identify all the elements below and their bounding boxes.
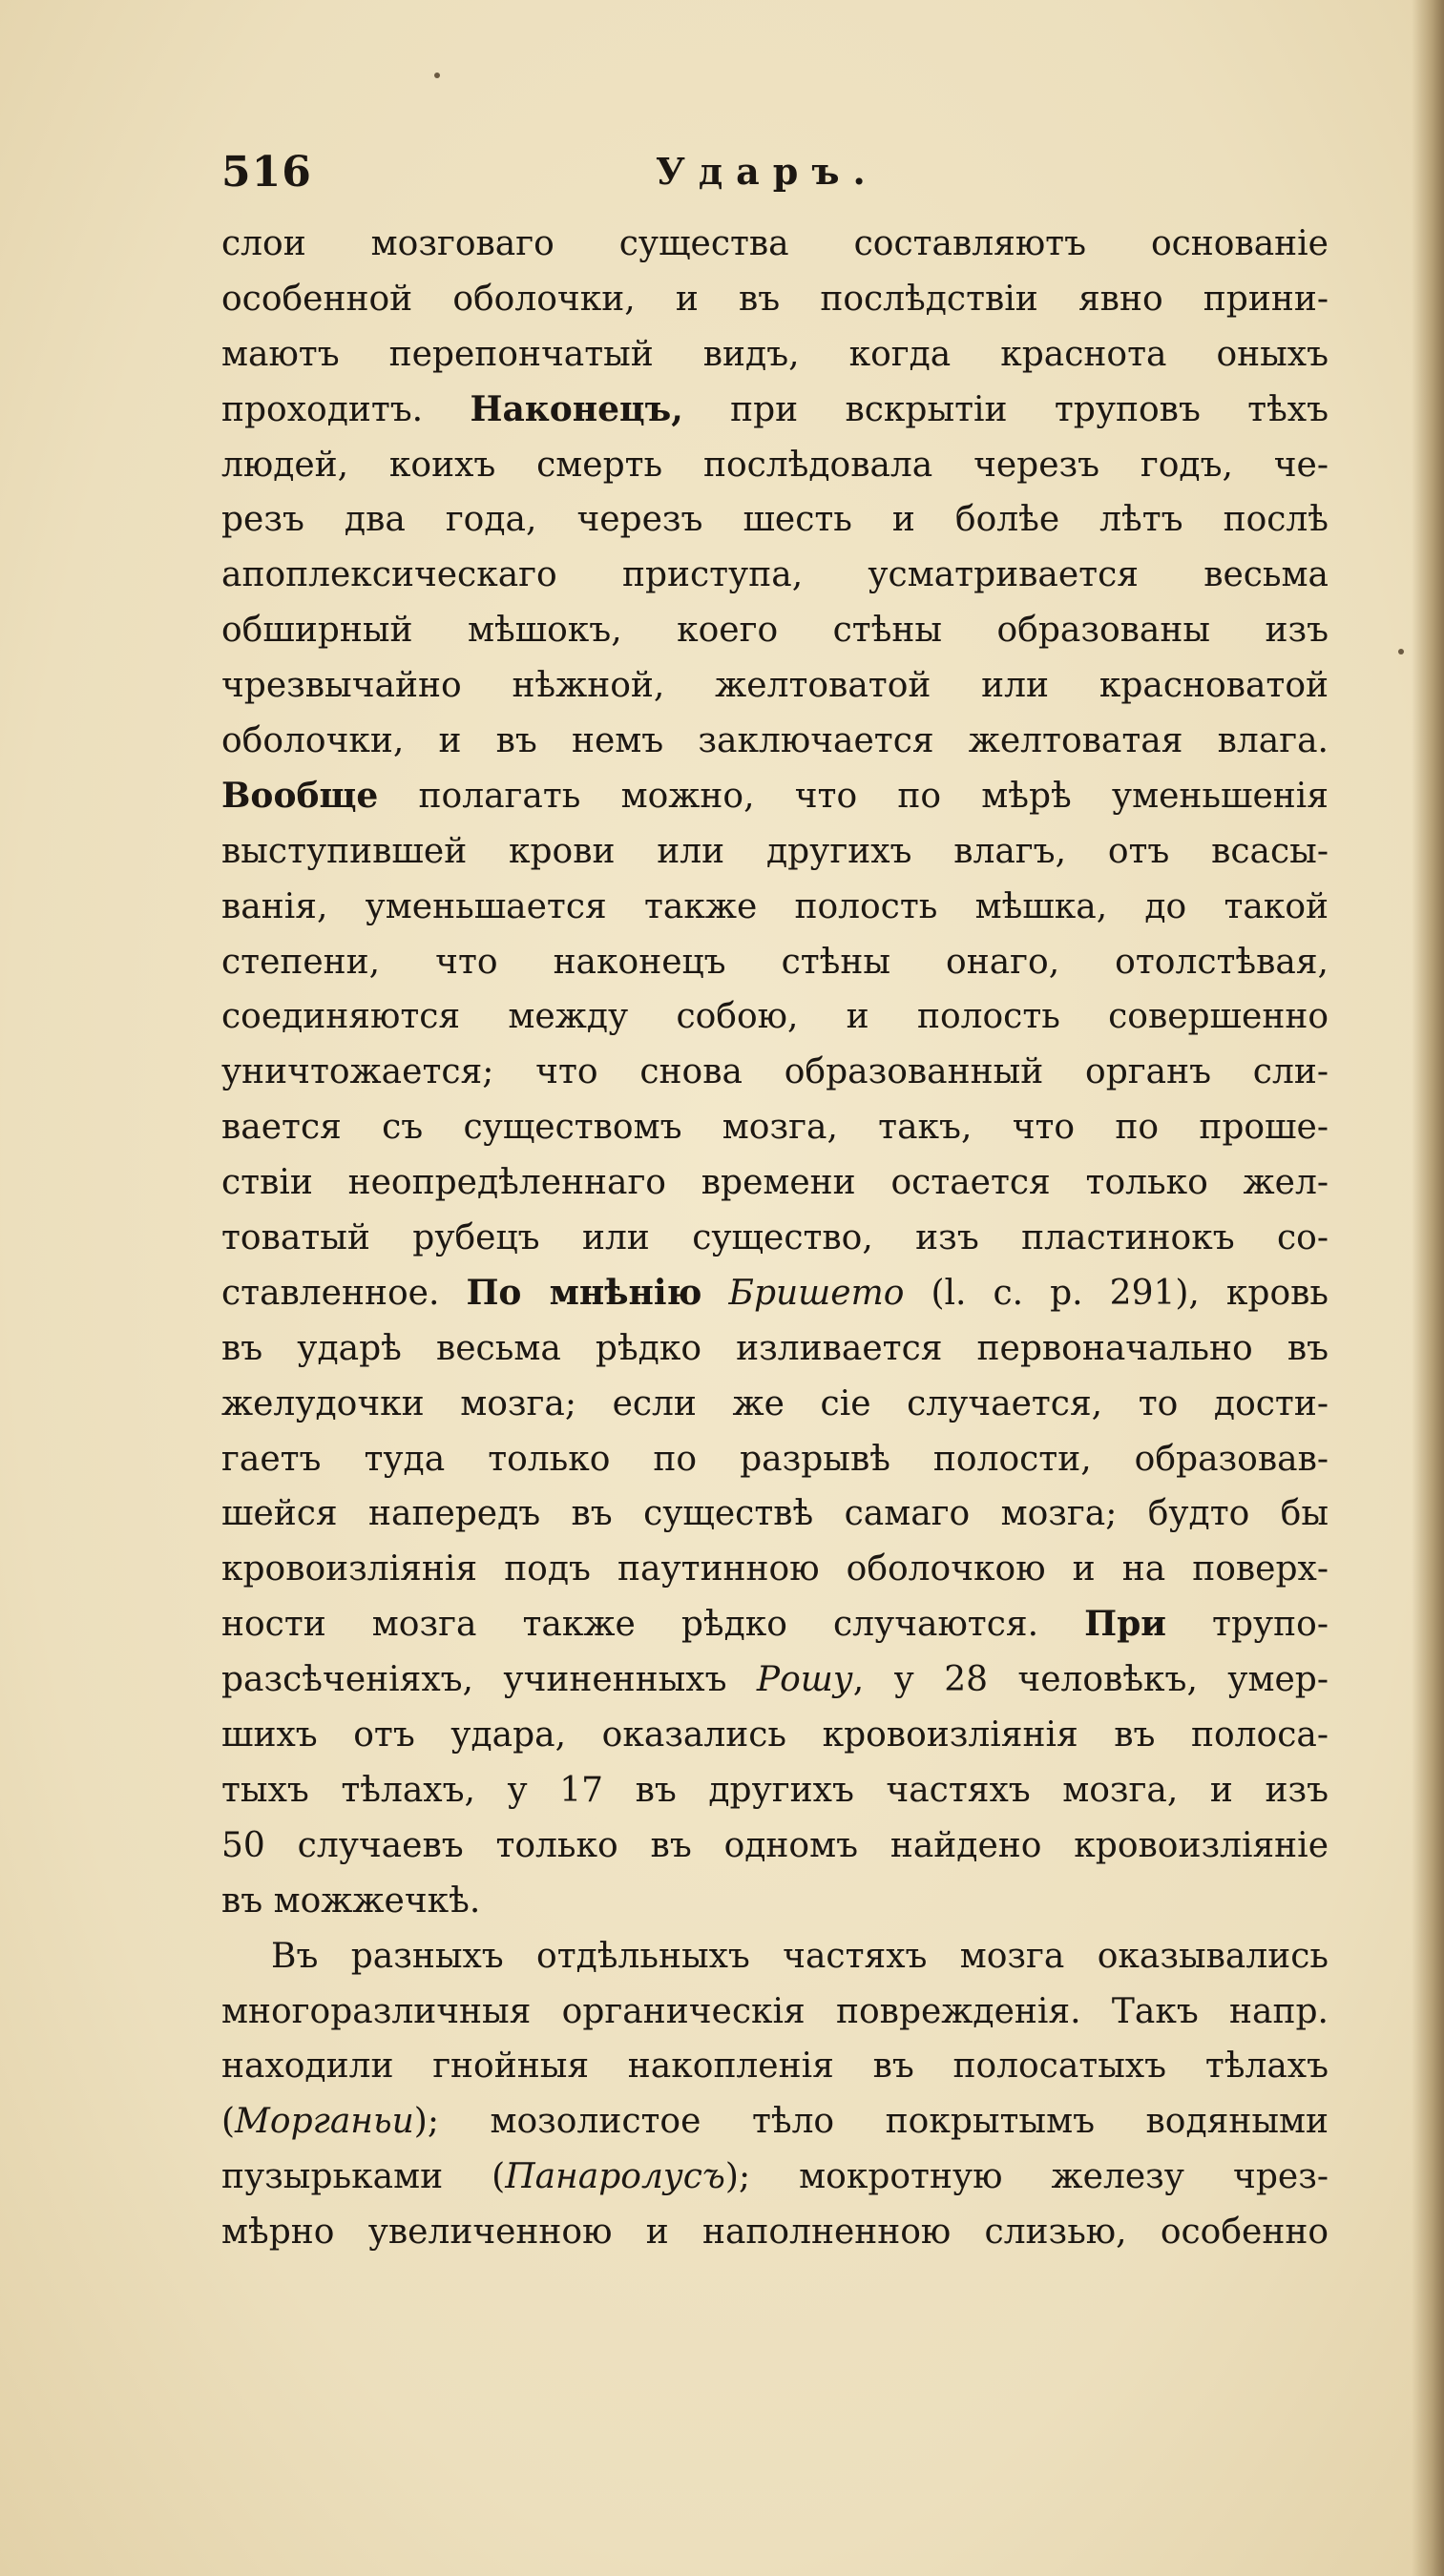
paragraph-start-line: Въ разныхъ отдѣльныхъ частяхъ мозга оказывались [271, 1936, 1329, 1976]
author-name: Панаролусъ [505, 2157, 725, 2197]
text-line: слои мозговаго существа составляютъ основаніе [221, 224, 1329, 263]
paragraph-end-line: въ можжечкѣ. [221, 1880, 481, 1921]
author-name: Рошу [756, 1660, 853, 1700]
text-line: оболочки, и въ немъ заключается желтоватая влага. [221, 721, 1329, 761]
text-line: ставленное. По мнѣнію Бришето (l. c. p. 291), кровь [221, 1272, 1329, 1313]
text-line: гаетъ туда только по разрывѣ полости, образовав- [221, 1439, 1329, 1479]
page-edge-shadow [1412, 0, 1444, 2576]
text-line: вается съ существомъ мозга, такъ, что по проше- [221, 1108, 1329, 1148]
text-line: выступившей крови или другихъ влагъ, отъ всасы- [221, 831, 1329, 871]
text-line: тыхъ тѣлахъ, у 17 въ другихъ частяхъ мозга, и изъ [221, 1770, 1329, 1810]
text-line: чрезвычайно нѣжной, желтоватой или красноватой [221, 666, 1329, 706]
text-line: находили гнойныя накопленія въ полосатыхъ тѣлахъ [221, 2046, 1329, 2087]
text-line: ствіи неопредѣленнаго времени остается только жел- [221, 1163, 1329, 1203]
ink-speck [1398, 649, 1404, 654]
text-line: желудочки мозга; если же сіе случается, то дости- [221, 1383, 1329, 1423]
text-line: разсѣченіяхъ, учиненныхъ Рошу, у 28 человѣкъ, умер- [221, 1660, 1329, 1700]
text-line: товатый рубецъ или существо, изъ пластинокъ со- [221, 1218, 1329, 1258]
text-line: людей, коихъ смерть послѣдовала черезъ годъ, че- [221, 445, 1329, 485]
text-line: особенной оболочки, и въ послѣдствіи явно прини- [221, 279, 1329, 319]
text-line: резъ два года, черезъ шесть и болѣе лѣтъ послѣ [221, 500, 1329, 540]
text-line: въ ударѣ весьма рѣдко изливается первоначально въ [221, 1328, 1329, 1368]
text-line: Вообще полагать можно, что по мѣрѣ уменьшенія [221, 775, 1329, 816]
text-line: проходитъ. Наконецъ, при вскрытіи труповъ тѣхъ [221, 388, 1329, 429]
running-title: Ударъ. [656, 150, 879, 193]
page-number: 516 [221, 148, 312, 197]
text-line: ности мозга также рѣдко случаются. При трупо- [221, 1604, 1329, 1645]
text-line: многоразличныя органическія поврежденія. Такъ напр. [221, 1991, 1329, 2031]
ink-speck [434, 73, 440, 78]
text-line: кровоизліянія подъ паутинною оболочкою и на поверх- [221, 1549, 1329, 1589]
text-line: шейся напередъ въ существѣ самаго мозга; будто бы [221, 1494, 1329, 1534]
text-line: мѣрно увеличенною и наполненною слизью, особенно [221, 2212, 1329, 2253]
author-name: Морганьи [235, 2102, 414, 2142]
text-line: ванія, уменьшается также полость мѣшка, до такой [221, 886, 1329, 926]
body-text [221, 217, 1329, 2260]
page-header [221, 148, 1329, 205]
text-line: степени, что наконецъ стѣны онаго, отолстѣвая, [221, 942, 1329, 982]
text-line: 50 случаевъ только въ одномъ найдено кровоизліяніе [221, 1825, 1329, 1865]
text-line: (Морганьи); мозолистое тѣло покрытымъ водяными [221, 2102, 1329, 2142]
text-line: уничтожается; что снова образованный органъ сли- [221, 1052, 1329, 1092]
text-line: шихъ отъ удара, оказались кровоизліянія въ полоса- [221, 1715, 1329, 1755]
text-line: пузырьками (Панаролусъ); мокротную железу чрез- [221, 2157, 1329, 2197]
text-line: соединяются между собою, и полость совершенно [221, 997, 1329, 1037]
text-line: обширный мѣшокъ, коего стѣны образованы изъ [221, 611, 1329, 651]
author-name: Бришето [728, 1273, 905, 1313]
text-line: апоплексическаго приступа, усматривается весьма [221, 555, 1329, 595]
text-line: маютъ перепончатый видъ, когда краснота оныхъ [221, 334, 1329, 374]
